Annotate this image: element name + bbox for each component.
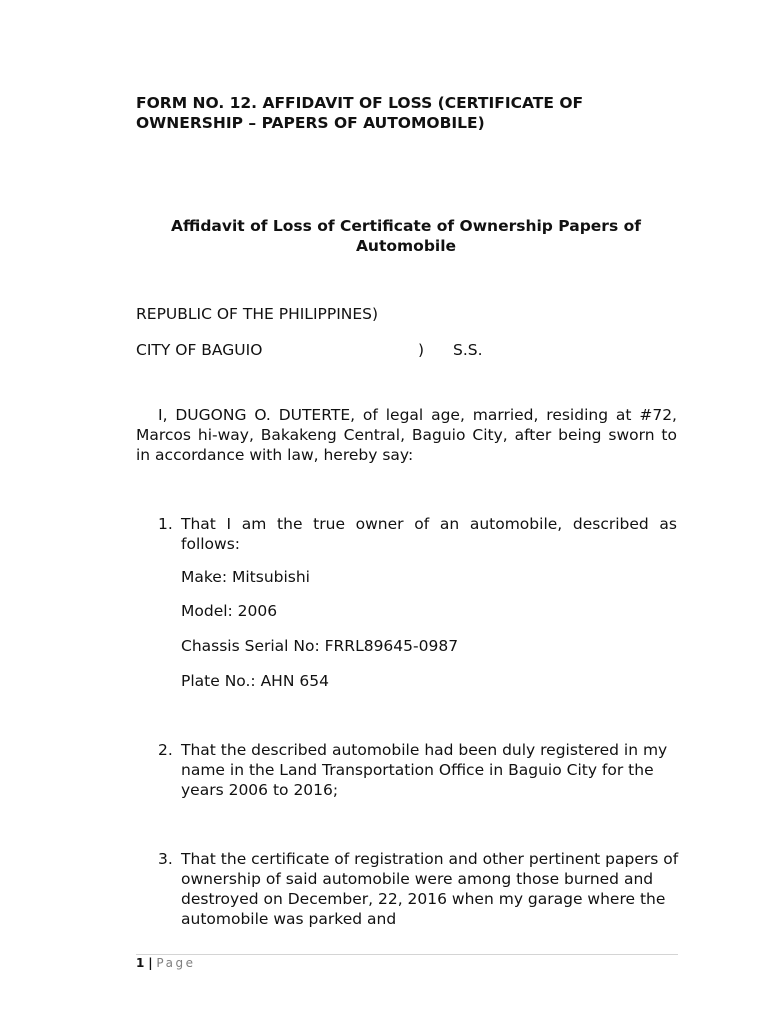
footer-separator: | [148, 956, 153, 970]
intro-paragraph: I, DUGONG O. DUTERTE, of legal age, married, residing at #72, Marcos hi-way, Bakakeng Central, Baguio City, after being sworn to in accordance with law, hereby say: [136, 406, 677, 464]
venue-ss: S.S. [453, 341, 483, 359]
list-number-2: 2. [158, 741, 173, 759]
form-title: FORM NO. 12. AFFIDAVIT OF LOSS (CERTIFICATE OF OWNERSHIP – PAPERS OF AUTOMOBILE) [136, 94, 584, 132]
venue-paren: ) [418, 341, 425, 359]
detail-chassis: Chassis Serial No: FRRL89645-0987 [181, 637, 459, 655]
footer-rule [136, 954, 678, 955]
detail-plate: Plate No.: AHN 654 [181, 672, 329, 690]
page-number: 1 [136, 956, 145, 970]
page-footer [136, 955, 195, 971]
list-item-3-text: That the certificate of registration and other pertinent papers of ownership of said automobile were among those burned and destroyed on December, 22, 2016 when my garage where the automobile was parked and [181, 850, 679, 928]
detail-make: Make: Mitsubishi [181, 568, 310, 586]
venue-city: CITY OF BAGUIO [136, 341, 263, 359]
list-item-1-text: That I am the true owner of an automobile, described as follows: [181, 515, 677, 553]
list-item-2-text: That the described automobile had been duly registered in my name in the Land Transportation Office in Baguio City for the years 2006 to 2016; [181, 741, 668, 799]
detail-model: Model: 2006 [181, 602, 278, 620]
venue-republic: REPUBLIC OF THE PHILIPPINES) [136, 305, 379, 323]
page-label: Page [156, 956, 196, 970]
list-number-3: 3. [158, 850, 173, 868]
list-number-1: 1. [158, 515, 173, 533]
document-title: Affidavit of Loss of Certificate of Ownership Papers of Automobile [171, 217, 641, 255]
